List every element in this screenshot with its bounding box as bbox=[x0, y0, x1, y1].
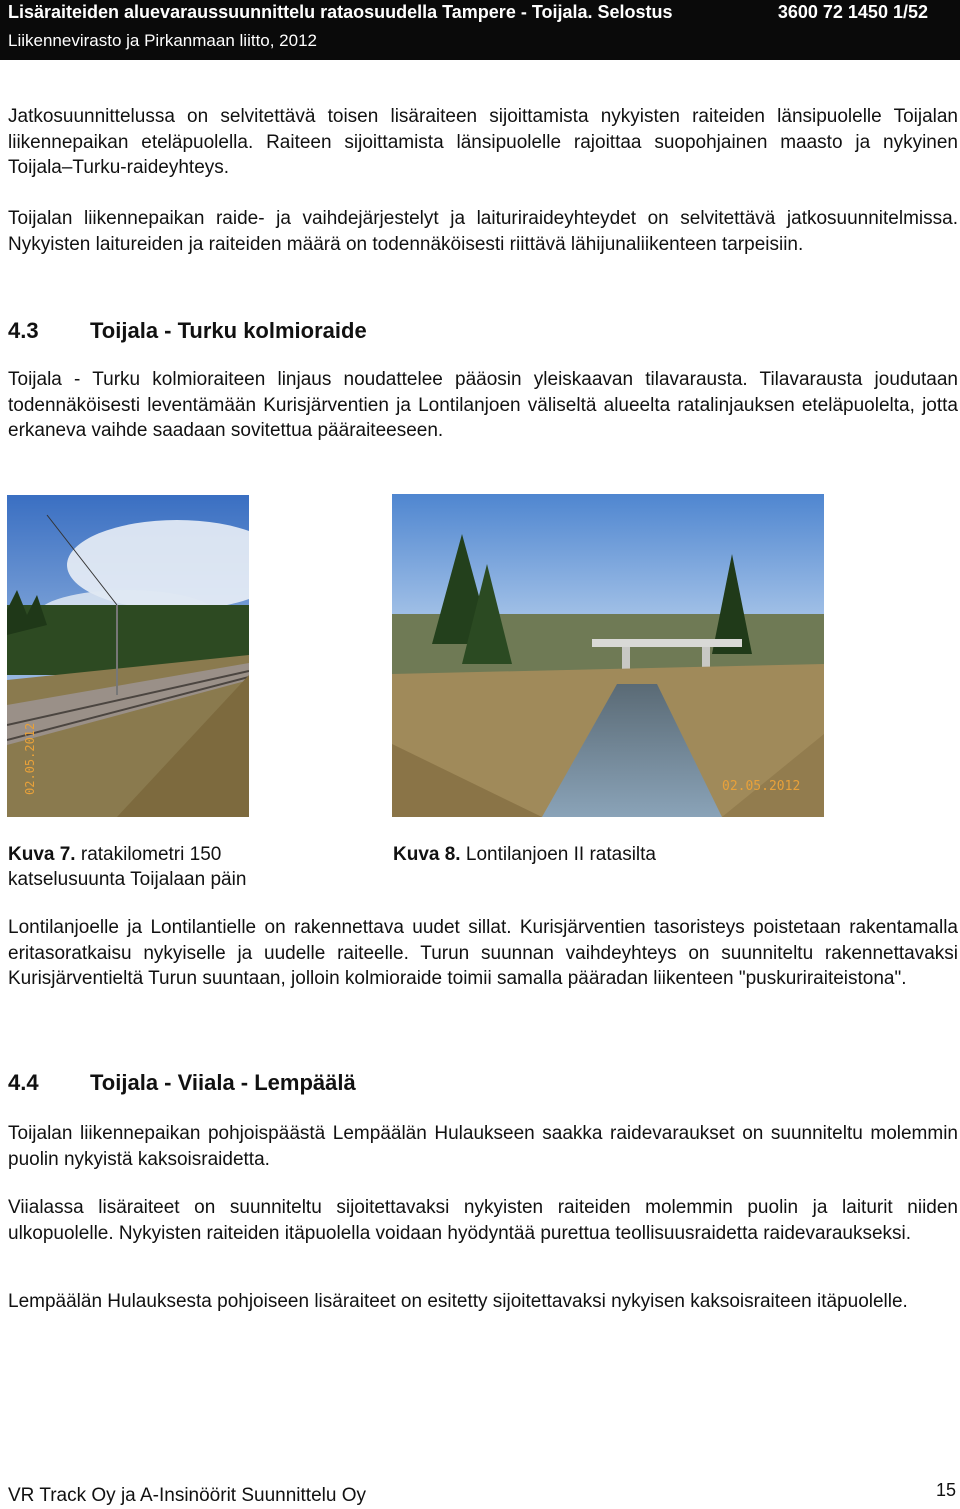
photo-date-stamp: 02.05.2012 bbox=[722, 779, 801, 794]
paragraph-2: Toijalan liikennepaikan raide- ja vaihdejärjestelyt ja laituriraideyhteydet on selvitettävä jatkosuunnitelmissa. Nykyisten laitureiden ja raiteiden määrä on todennäköisesti riittävä lähijunaliikenteen tarpeisiin. bbox=[8, 208, 958, 255]
figure-caption-text: ratakilometri 150 bbox=[75, 844, 222, 865]
figure-caption-8 bbox=[393, 842, 656, 867]
photo-river-bridge bbox=[392, 494, 824, 817]
figure-caption-text: katselusuunta Toijalaan päin bbox=[8, 869, 247, 890]
section-number: 4.4 bbox=[8, 1070, 39, 1095]
section-heading-4-4 bbox=[8, 1070, 356, 1096]
photo-railway bbox=[7, 495, 249, 817]
photo-date-stamp: 02.05.2012 bbox=[23, 722, 37, 795]
section-number: 4.3 bbox=[8, 318, 39, 343]
paragraph-5: Toijalan liikennepaikan pohjoispäästä Lempäälän Hulaukseen saakka raidevaraukset on suunniteltu molemmin puolin nykyistä kaksoisraidetta. bbox=[8, 1123, 958, 1170]
paragraph-3: Toijala - Turku kolmioraiteen linjaus noudattelee pääosin yleiskaavan tilavarausta. Tilavarausta joudutaan todennäköisesti leventämään Kurisjärventien ja Lontilanjoen väliseltä alueelta ratalinjauksen eteläpuolelta, jotta erkaneva vaihde saadaan sovitettua pääraiteeseen. bbox=[8, 369, 958, 441]
footer-company: VR Track Oy ja A-Insinöörit Suunnittelu Oy bbox=[8, 1485, 366, 1506]
figure-caption-7 bbox=[8, 842, 246, 892]
document-number: 3600 72 1450 1/52 bbox=[777, 2, 928, 22]
figure-caption-text: Lontilanjoen II ratasilta bbox=[460, 844, 656, 865]
paragraph-4: Lontilanjoelle ja Lontilantielle on rakennettava uudet sillat. Kurisjärventien tasoristeys poistetaan rakentamalla eritasoratkaisu nykyiselle ja uudelle raiteelle. Turun suunnan vaihdeyhteys on suunniteltu rakennettavaksi Kurisjärventieltä Turun suuntaan, jolloin kolmioraide toimii samalla pääradan liikenteen "puskuriraiteistona". bbox=[8, 917, 958, 989]
page-number: 15 bbox=[935, 1480, 956, 1500]
section-title: Toijala - Viiala - Lempäälä bbox=[90, 1070, 356, 1095]
section-title: Toijala - Turku kolmioraide bbox=[90, 318, 367, 343]
paragraph-1: Jatkosuunnittelussa on selvitettävä toisen lisäraiteen sijoittamista nykyisten raiteiden länsipuolelle Toijalan liikennepaikan eteläpuolella. Raiteen sijoittamista länsipuolelle rajoittaa suopohjainen maasto ja nykyinen Toijala–Turku-raideyhteys. bbox=[8, 106, 958, 178]
page-header bbox=[0, 0, 960, 60]
document-title: Lisäraiteiden aluevaraussuunnittelu rataosuudella Tampere - Toijala. Selostus bbox=[8, 2, 673, 22]
paragraph-6: Viialassa lisäraiteet on suunniteltu sijoitettavaksi nykyisten raiteiden molemmin puolin ja laiturit niiden ulkopuolelle. Nykyisten raiteiden itäpuolella voidaan hyödyntää purettua teollisuusraidetta raidevaraukseksi. bbox=[8, 1197, 958, 1244]
figure-label: Kuva 8. bbox=[393, 844, 461, 865]
figure-label: Kuva 7. bbox=[8, 844, 76, 865]
section-heading-4-3 bbox=[8, 318, 367, 344]
document-organization: Liikennevirasto ja Pirkanmaan liitto, 2012 bbox=[8, 31, 318, 50]
paragraph-7: Lempäälän Hulauksesta pohjoiseen lisäraiteet on esitetty sijoitettavaksi nykyisen kaksoisraiteen itäpuolelle. bbox=[8, 1291, 908, 1312]
